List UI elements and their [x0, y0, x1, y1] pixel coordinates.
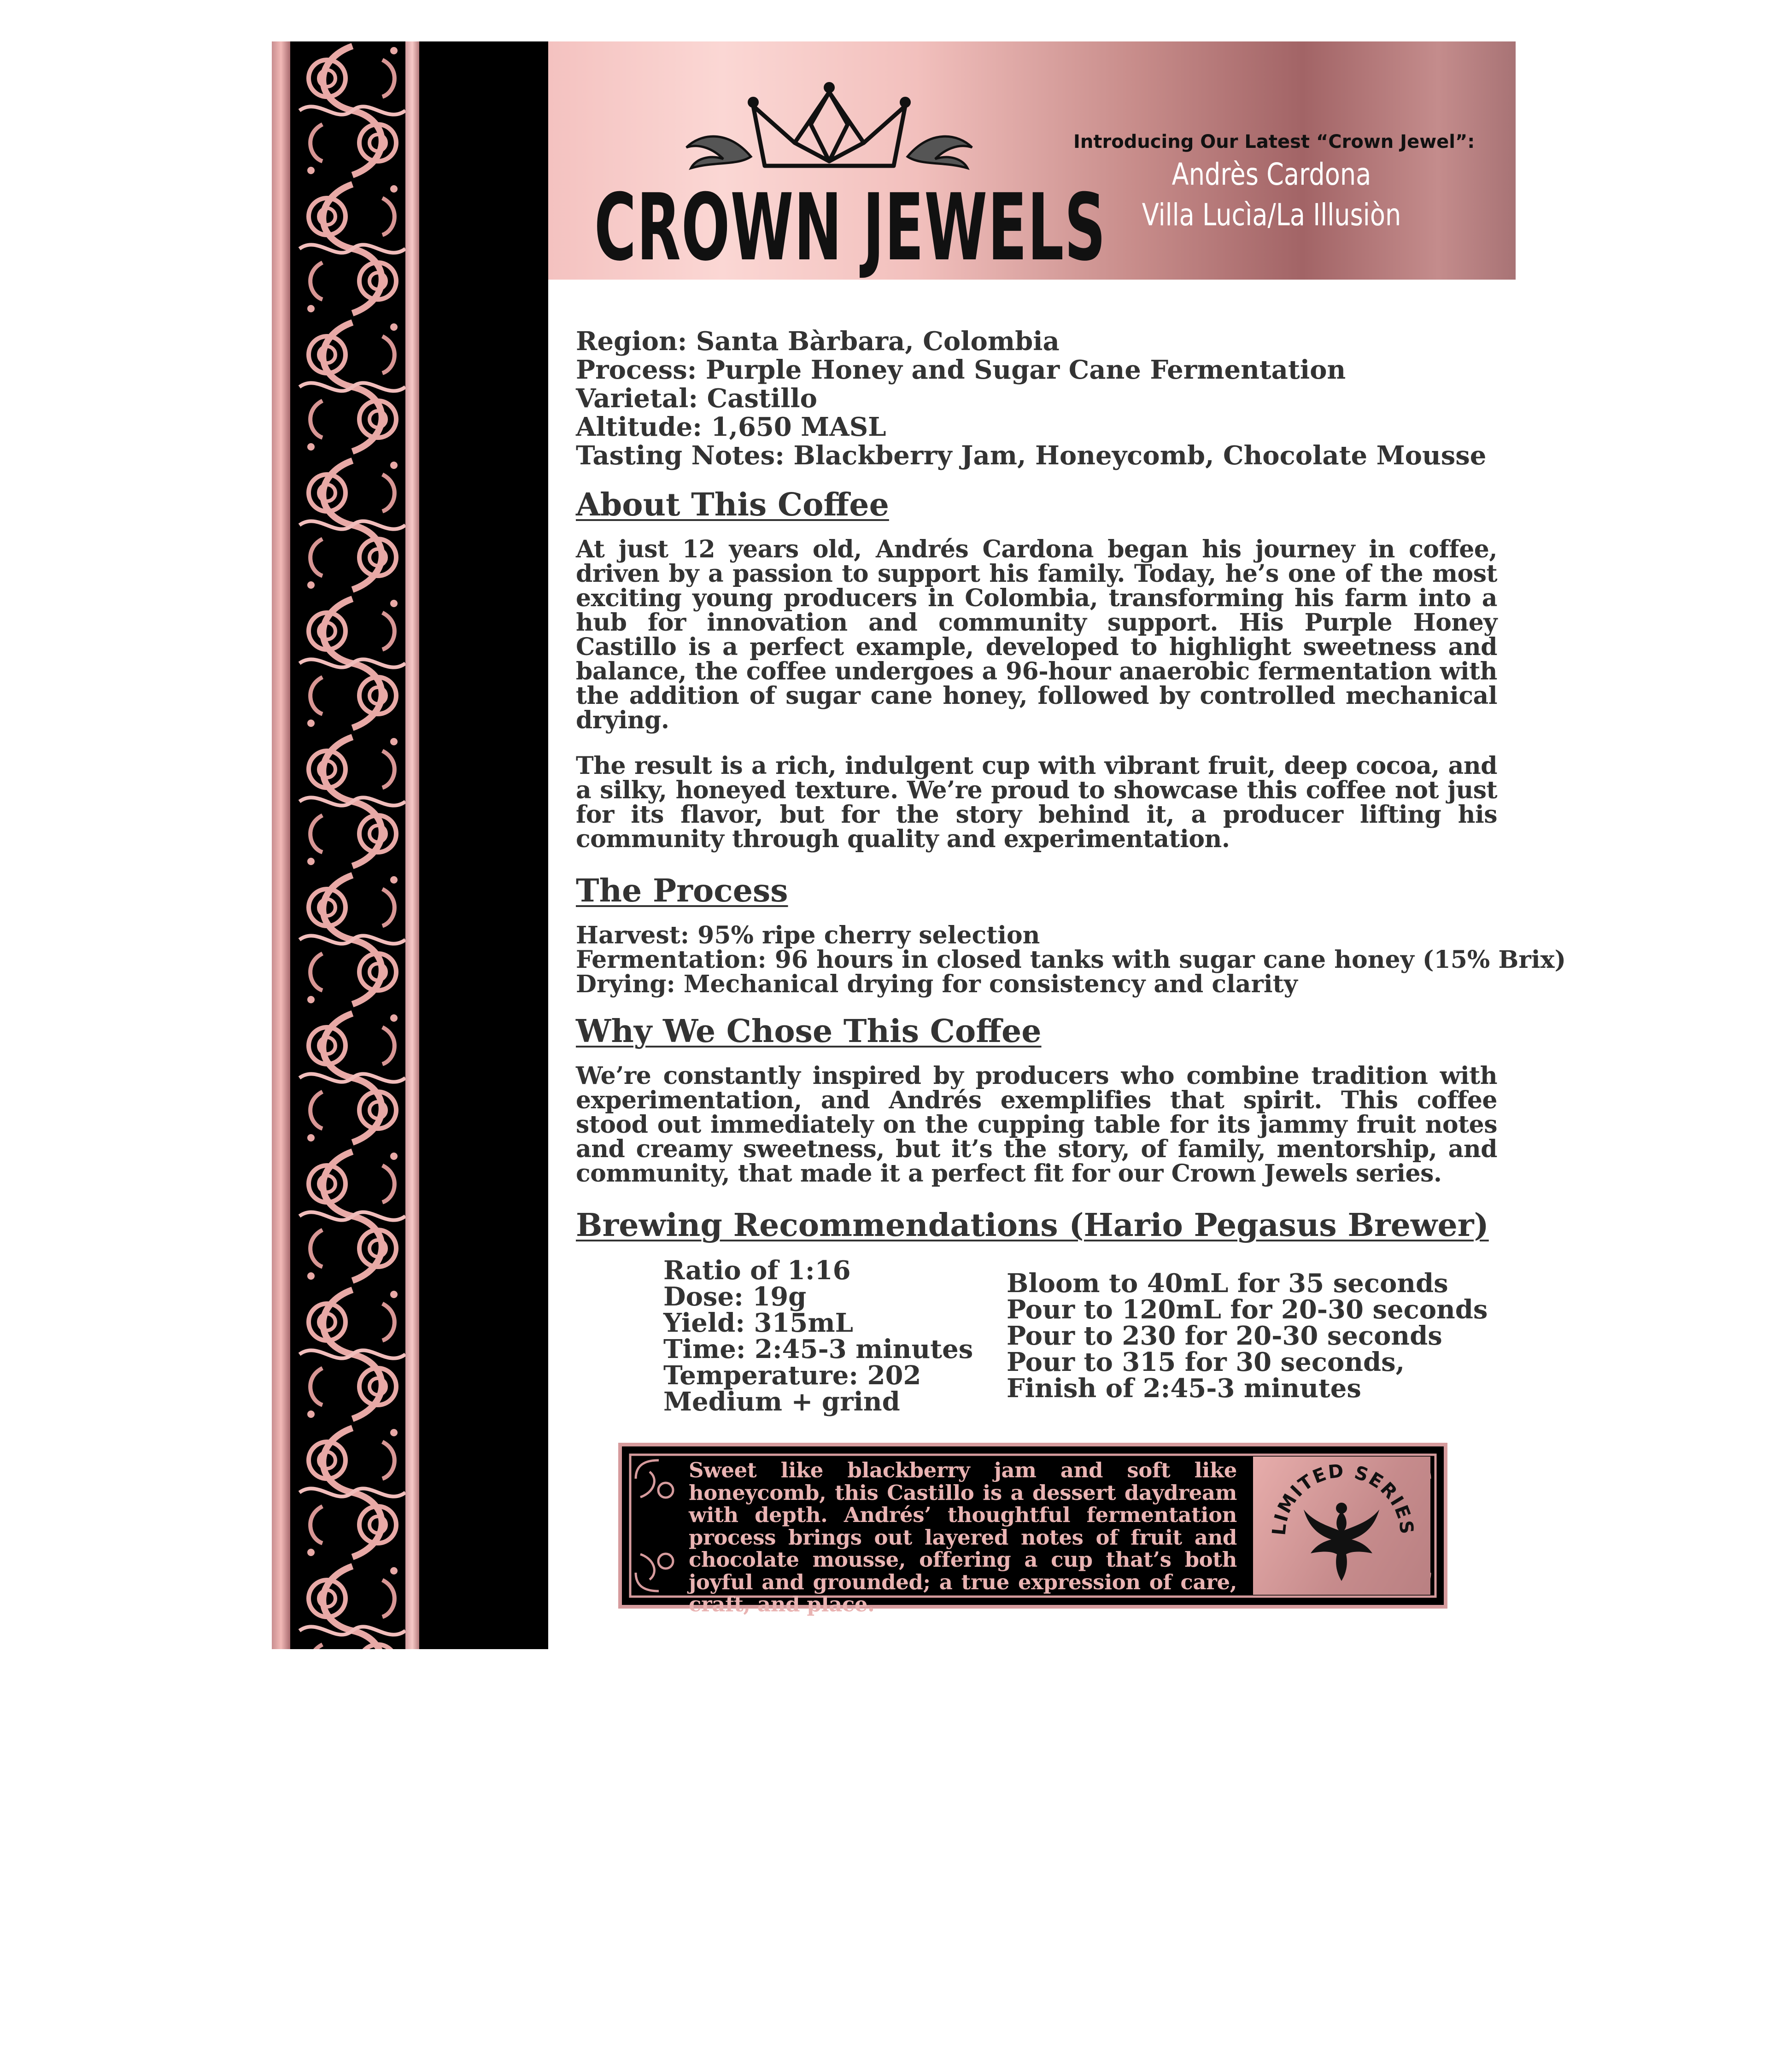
fact-altitude: Altitude: 1,650 MASL — [576, 412, 886, 442]
phoenix-icon — [1253, 1457, 1430, 1595]
brewing-recommendations — [576, 1255, 1497, 1417]
brand-title: CROWN JEWELS — [594, 174, 1107, 280]
rose-gold-strip — [405, 41, 419, 1649]
limited-series-badge — [1253, 1457, 1430, 1595]
intro-text: Introducing Our Latest “Crown Jewel”: — [1073, 131, 1475, 152]
main-content — [576, 326, 1566, 1417]
process-line: Fermentation: 96 hours in closed tanks with sugar cane honey (15% Brix) — [576, 946, 1566, 974]
filigree-pattern-icon — [295, 41, 410, 1649]
process-heading: The Process — [576, 872, 788, 909]
fact-tasting-notes: Tasting Notes: Blackberry Jam, Honeycomb, Chocolate Mousse — [576, 440, 1487, 471]
brew-step: Pour to 230 for 20-30 seconds — [1007, 1321, 1442, 1351]
producer-name: Andrès Cardona — [1172, 157, 1371, 192]
about-paragraph: The result is a rich, indulgent cup with vibrant fruit, deep cocoa, and a silky, honeyed texture. We’re proud to showcase this coffee not just for its flavor, but for the story behind it, a producer lifting his community through quality and experimentation. — [576, 752, 1497, 853]
fact-process: Process: Purple Honey and Sugar Cane Fermentation — [576, 355, 1346, 385]
tasting-label — [618, 1443, 1447, 1616]
about-paragraph: At just 12 years old, Andrés Cardona began his journey in coffee, driven by a passion to support his family. Today, he’s one of the most exciting young producers in Colombia, transforming his farm into a hub for innovation and community support. His Purple Honey Castillo is a perfect example, developed to highlight sweetness and balance, the coffee undergoes a 96-hour anaerobic fermentation with the addition of sugar cane honey, followed by controlled mechanical drying. — [576, 535, 1497, 734]
brew-parameters — [663, 1255, 973, 1417]
brew-step: Pour to 120mL for 20-30 seconds — [1007, 1294, 1488, 1325]
brewing-heading: Brewing Recommendations (Hario Pegasus Brewer) — [576, 1207, 1489, 1244]
brew-parameter: Medium + grind — [663, 1387, 900, 1417]
brew-parameter: Temperature: 202 — [663, 1360, 921, 1391]
brew-parameter: Dose: 19g — [663, 1282, 807, 1312]
brew-parameter: Time: 2:45-3 minutes — [663, 1334, 973, 1364]
brew-step: Finish of 2:45-3 minutes — [1007, 1373, 1361, 1404]
coffee-facts — [576, 327, 1497, 470]
why-heading: Why We Chose This Coffee — [576, 1013, 1042, 1050]
brew-steps — [1007, 1270, 1488, 1402]
crown-icon — [673, 74, 986, 180]
brew-step: Bloom to 40mL for 35 seconds — [1007, 1268, 1448, 1299]
fact-varietal: Varietal: Castillo — [576, 383, 818, 414]
brew-step: Pour to 315 for 30 seconds, — [1007, 1347, 1405, 1377]
label-description: Sweet like blackberry jam and soft like honeycomb, this Castillo is a dessert daydream with depth. Andrés’ thoughtful fermentation process brings out layered notes of fruit and chocolate mousse, offering a cup that’s both joyful and grounded; a true expression of care, craft, and place. — [689, 1458, 1237, 1616]
why-paragraph: We’re constantly inspired by producers who combine tradition with experimentation, and Andrés exemplifies that spirit. This coffee stood out immediately on the cupping table for its jammy fruit notes and creamy sweetness, but it’s the story, of family, mentorship, and community, that made it a perfect fit for our Crown Jewels series. — [576, 1062, 1497, 1188]
brew-parameter: Yield: 315mL — [663, 1308, 854, 1338]
farm-name: Villa Lucìa/La Illusiòn — [1142, 197, 1401, 233]
badge-label: LIMITED SERIES — [1268, 1460, 1418, 1537]
process-line: Drying: Mechanical drying for consistency and clarity — [576, 970, 1298, 998]
about-heading: About This Coffee — [576, 486, 889, 523]
brew-parameter: Ratio of 1:16 — [663, 1255, 851, 1286]
header-banner — [548, 41, 1516, 280]
process-list — [576, 921, 1566, 998]
page — [272, 41, 1566, 1649]
fact-region: Region: Santa Bàrbara, Colombia — [576, 326, 1060, 357]
rose-gold-strip — [272, 41, 290, 1649]
ornamental-border — [272, 41, 548, 1649]
process-line: Harvest: 95% ripe cherry selection — [576, 921, 1040, 949]
